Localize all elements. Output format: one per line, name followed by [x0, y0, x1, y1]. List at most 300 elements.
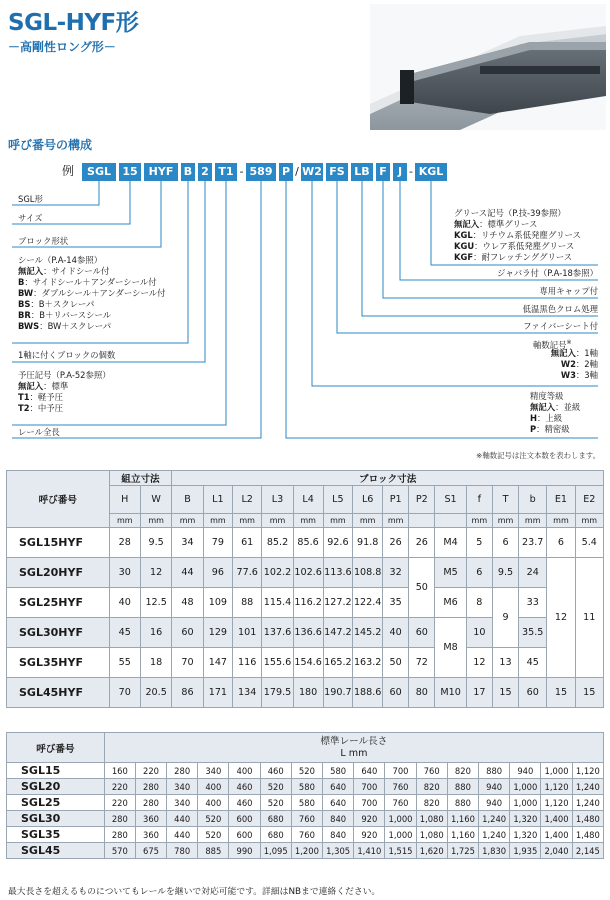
- cell: 1,305: [323, 843, 354, 859]
- cell: 880: [447, 779, 478, 795]
- cell: 1,240: [479, 827, 510, 843]
- cell: 9: [492, 588, 518, 648]
- cell: 16: [140, 618, 171, 648]
- label-bellows: ジャバラ付（P.A-18参照）: [497, 268, 598, 278]
- cell: 580: [291, 795, 322, 811]
- cell: 60: [172, 618, 203, 648]
- label-grease-line: 無記入：標準グリース: [454, 219, 538, 229]
- cell: 680: [260, 811, 291, 827]
- cell: 155.6: [262, 648, 293, 678]
- cell: 102.6: [293, 558, 323, 588]
- dim-unit: mm: [203, 514, 232, 528]
- cell: 1,120: [541, 795, 572, 811]
- label-preload-title: 予圧記号（P.A-52参照）: [18, 370, 111, 380]
- cell: 2,040: [541, 843, 572, 859]
- cell: 102.2: [262, 558, 293, 588]
- cell: 1,935: [510, 843, 541, 859]
- row-name: SGL35: [7, 827, 105, 843]
- cell: 15: [547, 678, 575, 708]
- cell: 188.6: [353, 678, 383, 708]
- cell: 163.2: [353, 648, 383, 678]
- cell: 33: [519, 588, 547, 618]
- page-title: SGL-HYF形: [8, 10, 139, 36]
- cell: 6: [466, 558, 492, 588]
- cell: 1,000: [510, 795, 541, 811]
- cell: 60: [409, 618, 435, 648]
- table-row: [7, 763, 604, 779]
- cell: 940: [479, 779, 510, 795]
- cell: 116: [233, 648, 262, 678]
- label-preload-line: 無記入：標準: [18, 381, 69, 391]
- cell: 179.5: [262, 678, 293, 708]
- cell: 12: [466, 648, 492, 678]
- cell: 23.7: [519, 528, 547, 558]
- cell: 10: [466, 618, 492, 648]
- cell: 1,400: [541, 827, 572, 843]
- dim-col-b: b: [519, 486, 547, 514]
- dim-unit: mm: [383, 514, 409, 528]
- cell: 5: [466, 528, 492, 558]
- cell: 15: [575, 678, 603, 708]
- table-row: [7, 779, 604, 795]
- cell: 990: [229, 843, 260, 859]
- table-row: [7, 843, 604, 859]
- dim-unit: mm: [466, 514, 492, 528]
- cell: 147: [203, 648, 232, 678]
- cell: 28: [109, 528, 140, 558]
- label-size: サイズ: [18, 213, 43, 223]
- code-part-preload: T1: [215, 163, 237, 181]
- cell: 40: [383, 618, 409, 648]
- cell: 820: [447, 763, 478, 779]
- code-part-block: HYF: [144, 163, 178, 181]
- cell: 24: [519, 558, 547, 588]
- cell: 400: [198, 779, 229, 795]
- cell: 30: [109, 558, 140, 588]
- cell: 340: [167, 795, 198, 811]
- cell: 1,480: [572, 827, 603, 843]
- cell: 280: [167, 763, 198, 779]
- cell: 1,160: [447, 827, 478, 843]
- row-name: SGL25HYF: [7, 588, 110, 618]
- dim-col-B: B: [172, 486, 203, 514]
- cell: 520: [198, 827, 229, 843]
- cell: 280: [104, 811, 135, 827]
- label-grease-line: KGU：ウレア系低発塵グリース: [454, 241, 575, 251]
- cell: 580: [291, 779, 322, 795]
- dim-unit: mm: [547, 514, 575, 528]
- cell: 220: [104, 779, 135, 795]
- cell: 6: [547, 528, 575, 558]
- label-seal-line: BWS：BW＋スクレーパ: [18, 321, 112, 331]
- code-separator: /: [295, 165, 299, 178]
- label-blocks-per-rail: 1軸に付くブロックの個数: [18, 350, 116, 360]
- cell: 920: [354, 811, 385, 827]
- cell: 137.6: [262, 618, 293, 648]
- row-name: SGL15: [7, 763, 105, 779]
- row-name: SGL30: [7, 811, 105, 827]
- page-subtitle: －高剛性ロング形－: [8, 40, 116, 54]
- cell: 1,240: [572, 795, 603, 811]
- cell: 92.6: [323, 528, 353, 558]
- cell: 220: [104, 795, 135, 811]
- code-part-bellows: J: [393, 163, 407, 181]
- cell: 340: [198, 763, 229, 779]
- code-part-length: 589: [246, 163, 276, 181]
- table-row: [7, 827, 604, 843]
- footer-note: 最大長さを超えるものについてもレールを継いで対応可能です。詳細はNBまで連絡ください。: [8, 887, 381, 897]
- cell: 88: [233, 588, 262, 618]
- label-axes-line: 無記入：1軸: [550, 348, 598, 358]
- label-axes-line: W3：3軸: [560, 370, 598, 380]
- dim-col-P2: P2: [409, 486, 435, 514]
- cell: 35.5: [519, 618, 547, 648]
- cell: 17: [466, 678, 492, 708]
- cell: 77.6: [233, 558, 262, 588]
- dim-unit: mm: [233, 514, 262, 528]
- label-seal-line: 無記入：サイドシール付: [18, 266, 110, 276]
- cell: 32: [383, 558, 409, 588]
- cell: 1,400: [541, 811, 572, 827]
- label-block-shape: ブロック形状: [18, 236, 69, 246]
- label-fiber-sheet: ファイバーシート付: [523, 321, 598, 331]
- label-grease-line: KGL：リチウム系低発塵グリース: [454, 230, 581, 240]
- code-part-axes: W2: [301, 163, 323, 181]
- cell: 1,120: [541, 779, 572, 795]
- cell: 600: [229, 827, 260, 843]
- table-row: [7, 811, 604, 827]
- cell: 340: [167, 779, 198, 795]
- label-accuracy-line: H：上級: [530, 413, 563, 423]
- row-name: SGL35HYF: [7, 648, 110, 678]
- cell: 127.2: [323, 588, 353, 618]
- code-separator: -: [409, 165, 413, 178]
- cell: 1,160: [447, 811, 478, 827]
- cell: 700: [354, 779, 385, 795]
- cell: 60: [383, 678, 409, 708]
- label-grease-title: グリース記号（P.技-39参照）: [454, 208, 566, 218]
- table-row: [7, 528, 604, 558]
- cell: 15: [492, 678, 518, 708]
- cell: 1,725: [447, 843, 478, 859]
- axes-note: ※軸数記号は注文本数を表わします。: [476, 451, 600, 460]
- cell: 840: [323, 811, 354, 827]
- code-separator: -: [239, 165, 244, 178]
- cell: 61: [233, 528, 262, 558]
- dim-col-H: H: [109, 486, 140, 514]
- cell: 180: [293, 678, 323, 708]
- cell: 1,240: [572, 779, 603, 795]
- section-title: 呼び番号の構成: [8, 138, 93, 152]
- cell: 1,080: [416, 811, 447, 827]
- cell: 145.2: [353, 618, 383, 648]
- cell: 520: [260, 795, 291, 811]
- dim-col-S1: S1: [435, 486, 466, 514]
- label-seal-line: BW：ダブルシール＋アンダーシール付: [18, 288, 166, 298]
- cell: 1,000: [510, 779, 541, 795]
- cell: 9.5: [140, 528, 171, 558]
- cell: M6: [435, 588, 466, 618]
- dim-group-assembly: 組立寸法: [109, 471, 172, 486]
- cell: 640: [323, 779, 354, 795]
- cell: 20.5: [140, 678, 171, 708]
- cell: 520: [291, 763, 322, 779]
- label-seal-title: シール（P.A-14参照）: [18, 255, 103, 265]
- cell: 520: [260, 779, 291, 795]
- cell: 220: [135, 763, 166, 779]
- cell: 1,410: [354, 843, 385, 859]
- code-part-sgl: SGL: [82, 163, 116, 181]
- cell: 26: [383, 528, 409, 558]
- cell: 460: [229, 795, 260, 811]
- cell: 2,145: [572, 843, 603, 859]
- dim-col-L2: L2: [233, 486, 262, 514]
- dim-col-W: W: [140, 486, 171, 514]
- dim-group-block: ブロック寸法: [172, 471, 604, 486]
- cell: 400: [229, 763, 260, 779]
- cell: 26: [409, 528, 435, 558]
- dim-unit: [435, 514, 466, 528]
- cell: 50: [383, 648, 409, 678]
- cell: 460: [229, 779, 260, 795]
- dim-col-L1: L1: [203, 486, 232, 514]
- dim-col-L4: L4: [293, 486, 323, 514]
- dim-unit: [409, 514, 435, 528]
- cell: 11: [575, 558, 603, 678]
- cell: 34: [172, 528, 203, 558]
- dimension-table: [6, 470, 604, 708]
- cell: 116.2: [293, 588, 323, 618]
- code-part-size: 15: [119, 163, 141, 181]
- cell: 880: [479, 763, 510, 779]
- dim-col-E1: E1: [547, 486, 575, 514]
- cell: 45: [109, 618, 140, 648]
- row-name: SGL45HYF: [7, 678, 110, 708]
- cell: 160: [104, 763, 135, 779]
- cell: 48: [172, 588, 203, 618]
- row-name: SGL45: [7, 843, 105, 859]
- dim-col-L6: L6: [353, 486, 383, 514]
- cell: 91.8: [353, 528, 383, 558]
- cell: 600: [229, 811, 260, 827]
- cell: 109: [203, 588, 232, 618]
- cell: 1,200: [291, 843, 322, 859]
- cell: 1,830: [479, 843, 510, 859]
- cell: 1,000: [385, 811, 416, 827]
- cell: 60: [519, 678, 547, 708]
- cell: 147.2: [323, 618, 353, 648]
- cell: 40: [109, 588, 140, 618]
- cell: 13: [492, 648, 518, 678]
- cell: 675: [135, 843, 166, 859]
- cell: 12: [547, 558, 575, 678]
- cell: 680: [260, 827, 291, 843]
- cell: 570: [104, 843, 135, 859]
- dim-unit: mm: [575, 514, 603, 528]
- dim-unit: mm: [293, 514, 323, 528]
- cell: 18: [140, 648, 171, 678]
- cell: 72: [409, 648, 435, 678]
- cell: 108.8: [353, 558, 383, 588]
- example-label: 例: [62, 164, 75, 178]
- cell: 820: [416, 795, 447, 811]
- cell: 1,000: [385, 827, 416, 843]
- label-preload-line: T2：中予圧: [18, 403, 64, 413]
- cell: 280: [135, 795, 166, 811]
- label-rail-length: レール全長: [18, 427, 60, 437]
- cell: 12: [140, 558, 171, 588]
- cell: 1,240: [479, 811, 510, 827]
- cell: 1,320: [510, 811, 541, 827]
- cell: 940: [479, 795, 510, 811]
- cell: M8: [435, 618, 466, 678]
- cell: 44: [172, 558, 203, 588]
- table-row: [7, 588, 604, 618]
- cell: 85.2: [262, 528, 293, 558]
- cell: 1,080: [416, 827, 447, 843]
- cell: 50: [409, 558, 435, 618]
- cell: 760: [385, 795, 416, 811]
- cell: M4: [435, 528, 466, 558]
- dim-col-E2: E2: [575, 486, 603, 514]
- cell: 12.5: [140, 588, 171, 618]
- cell: 55: [109, 648, 140, 678]
- cell: 113.6: [323, 558, 353, 588]
- cell: 79: [203, 528, 232, 558]
- table-row: [7, 558, 604, 588]
- label-accuracy-line: P：精密級: [530, 424, 570, 434]
- cell: 1,620: [416, 843, 447, 859]
- label-accuracy-line: 無記入：並級: [530, 402, 581, 412]
- cell: 885: [198, 843, 229, 859]
- label-seal-line: BR：B＋リバースシール: [18, 310, 112, 320]
- cell: M5: [435, 558, 466, 588]
- cell: 520: [198, 811, 229, 827]
- cell: 9.5: [492, 558, 518, 588]
- cell: 360: [135, 827, 166, 843]
- table-row: [7, 678, 604, 708]
- cell: 1,120: [572, 763, 603, 779]
- cell: 45: [519, 648, 547, 678]
- cell: 1,480: [572, 811, 603, 827]
- cell: M10: [435, 678, 466, 708]
- cell: 760: [416, 763, 447, 779]
- label-axes-title: 軸数記号※: [533, 339, 572, 350]
- cell: 86: [172, 678, 203, 708]
- cell: 700: [354, 795, 385, 811]
- row-name: SGL25: [7, 795, 105, 811]
- cell: 70: [109, 678, 140, 708]
- cell: 5.4: [575, 528, 603, 558]
- cell: 1,000: [541, 763, 572, 779]
- cell: 780: [167, 843, 198, 859]
- dim-unit: mm: [353, 514, 383, 528]
- dim-col-T: T: [492, 486, 518, 514]
- cell: 920: [354, 827, 385, 843]
- cell: 6: [492, 528, 518, 558]
- label-black-chrome: 低温黒色クロム処理: [522, 304, 598, 314]
- dim-col-L3: L3: [262, 486, 293, 514]
- cell: 190.7: [323, 678, 353, 708]
- code-part-black: LB: [351, 163, 373, 181]
- table-row: [7, 648, 604, 678]
- cell: 80: [409, 678, 435, 708]
- cell: 280: [104, 827, 135, 843]
- cell: 760: [291, 827, 322, 843]
- cell: 400: [198, 795, 229, 811]
- dim-unit: mm: [172, 514, 203, 528]
- label-accuracy-title: 精度等級: [530, 391, 564, 401]
- code-part-seal: B: [181, 163, 195, 181]
- dim-unit: mm: [492, 514, 518, 528]
- cell: 35: [383, 588, 409, 618]
- cell: 940: [510, 763, 541, 779]
- cell: 580: [323, 763, 354, 779]
- rail-col-name: 呼び番号: [7, 733, 105, 763]
- rail-col-header: 標準レール長さ L mm: [104, 733, 603, 763]
- cell: 700: [385, 763, 416, 779]
- cell: 880: [447, 795, 478, 811]
- cell: 70: [172, 648, 203, 678]
- code-part-cap: F: [376, 163, 390, 181]
- cell: 165.2: [323, 648, 353, 678]
- table-row: [7, 795, 604, 811]
- row-name: SGL15HYF: [7, 528, 110, 558]
- cell: 1,095: [260, 843, 291, 859]
- code-part-accuracy: P: [279, 163, 293, 181]
- dim-unit: mm: [262, 514, 293, 528]
- code-part-count: 2: [198, 163, 212, 181]
- cell: 280: [135, 779, 166, 795]
- dim-col-L5: L5: [323, 486, 353, 514]
- cell: 360: [135, 811, 166, 827]
- cell: 460: [260, 763, 291, 779]
- cell: 760: [291, 811, 322, 827]
- row-name: SGL20HYF: [7, 558, 110, 588]
- label-cap: 専用キャップ付: [539, 286, 598, 296]
- row-name: SGL30HYF: [7, 618, 110, 648]
- code-part-grease: KGL: [415, 163, 447, 181]
- cell: 1,515: [385, 843, 416, 859]
- dim-unit: mm: [519, 514, 547, 528]
- rail-length-table: [6, 732, 604, 859]
- code-part-fiber: FS: [326, 163, 348, 181]
- cell: 134: [233, 678, 262, 708]
- cell: 440: [167, 827, 198, 843]
- dim-unit: mm: [140, 514, 171, 528]
- cell: 440: [167, 811, 198, 827]
- cell: 8: [466, 588, 492, 618]
- cell: 122.4: [353, 588, 383, 618]
- label-sgl-type: SGL形: [18, 194, 43, 204]
- label-preload-line: T1：軽予圧: [18, 392, 64, 402]
- label-seal-line: BS：B＋スクレーパ: [18, 299, 95, 309]
- label-grease-line: KGF：耐フレッチンググリース: [454, 252, 573, 262]
- cell: 640: [354, 763, 385, 779]
- cell: 640: [323, 795, 354, 811]
- dim-unit: mm: [323, 514, 353, 528]
- dim-col-name: 呼び番号: [7, 471, 110, 528]
- row-name: SGL20: [7, 779, 105, 795]
- dim-col-P1: P1: [383, 486, 409, 514]
- cell: 101: [233, 618, 262, 648]
- cell: 760: [385, 779, 416, 795]
- cell: 820: [416, 779, 447, 795]
- cell: 1,320: [510, 827, 541, 843]
- cell: 154.6: [293, 648, 323, 678]
- cell: 115.4: [262, 588, 293, 618]
- cell: 129: [203, 618, 232, 648]
